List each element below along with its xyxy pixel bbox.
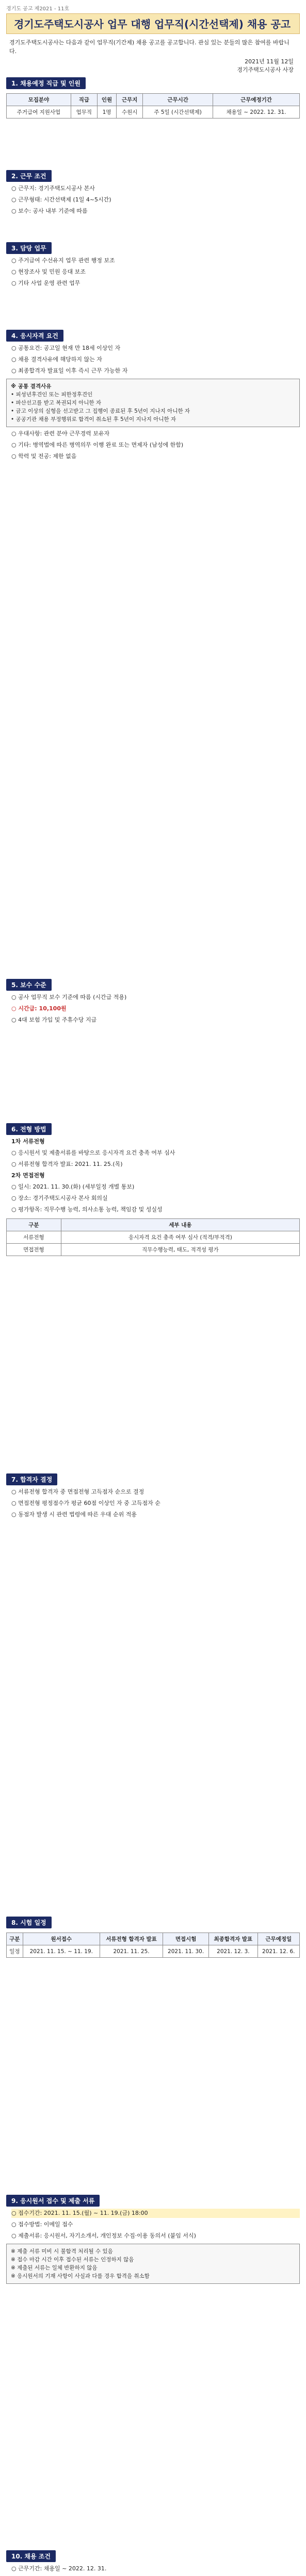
table-header: 인원 [97, 94, 116, 106]
table-header: 세부 내용 [61, 1219, 299, 1231]
body-line: ○ 근무형태: 시간선택제 (1일 4~5시간) [11, 196, 111, 203]
body-line: ○ 최종합격자 발표일 이후 즉시 근무 가능한 자 [11, 367, 128, 374]
selection-table [6, 1218, 300, 1256]
body-line: ○ 제출서류: 응시원서, 자기소개서, 개인정보 수집·이용 동의서 (붙임 서식) [11, 2232, 196, 2239]
box-line: • 파산선고를 받고 복권되지 아니한 자 [11, 400, 102, 406]
application-notes-box [6, 2244, 300, 2284]
body-line: 1차 서류전형 [11, 1138, 45, 1145]
issue-block [237, 58, 294, 74]
body-line: ○ 시간급: 10,100원 [11, 1005, 67, 1012]
body-line: ○ 장소: 경기주택도시공사 본사 회의실 [11, 1195, 108, 1201]
section-qualifications [6, 330, 300, 461]
body-line: ○ 근무지: 경기주택도시공사 본사 [11, 185, 95, 192]
table-cell: 2021. 12. 6. [257, 1945, 299, 1958]
table-cell: 직무수행능력, 태도, 적격성 평가 [61, 1244, 299, 1256]
box-line: • 공공기관 채용 부정행위로 합격이 취소된 후 5년이 지나지 아니한 자 [11, 416, 176, 422]
table-cell: 주거급여 지원사업 [7, 106, 71, 118]
box-line: ※ 응시원서의 기재 사항이 사실과 다를 경우 합격을 취소함 [11, 2273, 150, 2279]
issue-date: 2021년 11월 12일 [245, 58, 294, 65]
table-header: 근무예정일 [257, 1933, 299, 1945]
body-line: ○ 서류전형 합격자 중 면접전형 고득점자 순으로 결정 [11, 1488, 144, 1495]
body-line: ○ 접수기간: 2021. 11. 15.(월) ~ 11. 19.(금) 18:00 [11, 2209, 300, 2218]
body-line: ○ 동점자 발생 시 관련 법령에 따른 우대 순위 적용 [11, 1511, 137, 1518]
body-line: 2차 면접전형 [11, 1172, 45, 1179]
section-heading: 9. 응시원서 접수 및 제출 서류 [6, 2195, 100, 2207]
section-application [6, 2195, 300, 2284]
body-line: ○ 근무기간: 채용일 ~ 2022. 12. 31. [11, 2565, 107, 2572]
section-heading: 10. 채용 조건 [6, 2550, 56, 2562]
table-header: 원서접수 [23, 1933, 100, 1945]
body-line: ○ 채용 결격사유에 해당하지 않는 자 [11, 356, 102, 363]
section-heading: 1. 채용예정 직급 및 인원 [6, 77, 86, 89]
intro-text: 경기도주택도시공사는 다음과 같이 업무직(기간제) 채용 공고를 공고합니다. 관심 있는 분들의 많은 참여를 바랍니다. [9, 39, 289, 55]
body-line: ○ 보수: 공사 내부 기준에 따름 [11, 208, 88, 214]
table-cell: 주 5일 (시간선택제) [143, 106, 213, 118]
document-reference: 경기도 공고 제2021 - 11호 [6, 6, 70, 12]
section-employment [6, 2550, 300, 2576]
section-heading: 4. 응시자격 요건 [6, 330, 63, 342]
section-duties [6, 242, 300, 288]
section-heading: 5. 보수 수준 [6, 979, 52, 991]
body-line: ○ 평가항목: 직무수행 능력, 의사소통 능력, 책임감 및 성실성 [11, 1206, 163, 1213]
table-cell: 업무직 [71, 106, 97, 118]
schedule-table [6, 1933, 300, 1958]
table-header: 서류전형 합격자 발표 [100, 1933, 163, 1945]
table-header: 근무예정기간 [213, 94, 300, 106]
section-recruit [6, 77, 300, 118]
body-line: ○ 현장조사 및 민원 응대 보조 [11, 268, 86, 275]
table-header: 직급 [71, 94, 97, 106]
disqualification-box [6, 379, 300, 427]
section-schedule [6, 1917, 300, 1958]
section-pay [6, 979, 300, 1025]
table-cell: 서류전형 [7, 1231, 61, 1244]
section-heading: 6. 전형 방법 [6, 1123, 52, 1135]
section-conditions [6, 170, 300, 216]
table-header: 근무지 [117, 94, 143, 106]
table-cell: 1명 [97, 106, 116, 118]
section-heading: 2. 근무 조건 [6, 170, 52, 182]
section-selection [6, 1123, 300, 1256]
table-cell: 응시자격 요건 충족 여부 심사 (적격/부적격) [61, 1231, 299, 1244]
table-cell: 일정 [7, 1945, 23, 1958]
box-line: • 금고 이상의 실형을 선고받고 그 집행이 종료된 후 5년이 지나지 아니한 자 [11, 408, 190, 414]
recruit-table [6, 93, 300, 118]
table-cell: 2021. 11. 30. [163, 1945, 209, 1958]
table-header: 최종합격자 발표 [209, 1933, 257, 1945]
table-cell: 채용일 ~ 2022. 12. 31. [213, 106, 300, 118]
box-line: ※ 제출된 서류는 일체 반환하지 않음 [11, 2265, 98, 2271]
issuer: 경기주택도시공사 사장 [237, 66, 294, 73]
body-line: ○ 학력 및 전공: 제한 없음 [11, 453, 77, 460]
table-header: 근무시간 [143, 94, 213, 106]
table-header: 구분 [7, 1933, 23, 1945]
body-line: ○ 접수방법: 이메일 접수 [11, 2221, 73, 2228]
section-heading: 3. 담당 업무 [6, 242, 52, 254]
box-line: ※ 제출 서류 미비 시 불합격 처리될 수 있음 [11, 2248, 113, 2255]
table-header: 면접시험 [163, 1933, 209, 1945]
body-line: ○ 응시원서 및 제출서류를 바탕으로 응시자격 요건 충족 여부 심사 [11, 1149, 175, 1156]
body-line: ○ 우대사항: 관련 분야 근무경력 보유자 [11, 430, 110, 437]
box-line: ※ 접수 마감 시간 이후 접수된 서류는 인정하지 않음 [11, 2257, 134, 2263]
table-header: 모집분야 [7, 94, 71, 106]
body-line: ○ 면접전형 평정점수가 평균 60점 이상인 자 중 고득점자 순 [11, 1500, 160, 1506]
section-heading: 8. 시험 일정 [6, 1917, 52, 1928]
table-cell: 2021. 11. 15. ~ 11. 19. [23, 1945, 100, 1958]
body-line: ○ 4대 보험 가입 및 주휴수당 지급 [11, 1016, 97, 1023]
body-line: ○ 기타 사업 운영 관련 업무 [11, 280, 80, 286]
body-line: ○ 기타: 병역법에 따른 병역의무 이행 완료 또는 면제자 (남성에 한함) [11, 442, 184, 448]
section-decision [6, 1473, 300, 1519]
body-line: ○ 주거급여 수선유지 업무 관련 행정 보조 [11, 257, 115, 264]
section-heading: 7. 합격자 결정 [6, 1473, 57, 1485]
table-header: 구분 [7, 1219, 61, 1231]
box-line: • 피성년후견인 또는 피한정후견인 [11, 392, 93, 398]
body-line: ○ 일시: 2021. 11. 30.(화) (세부일정 개별 통보) [11, 1183, 135, 1190]
body-line: ○ 공사 업무직 보수 기준에 따름 (시간급 적용) [11, 994, 127, 1001]
table-cell: 2021. 12. 3. [209, 1945, 257, 1958]
body-line: ○ 공통요건: 공고일 현재 만 18세 이상인 자 [11, 345, 121, 351]
table-cell: 수원시 [117, 106, 143, 118]
table-cell: 2021. 11. 25. [100, 1945, 163, 1958]
table-cell: 면접전형 [7, 1244, 61, 1256]
page-title: 경기도주택도시공사 업무 대행 업무직(시간선택제) 채용 공고 [6, 13, 300, 34]
body-line: ○ 서류전형 합격자 발표: 2021. 11. 25.(목) [11, 1161, 123, 1167]
box-title: ※ 공통 결격사유 [11, 383, 52, 389]
